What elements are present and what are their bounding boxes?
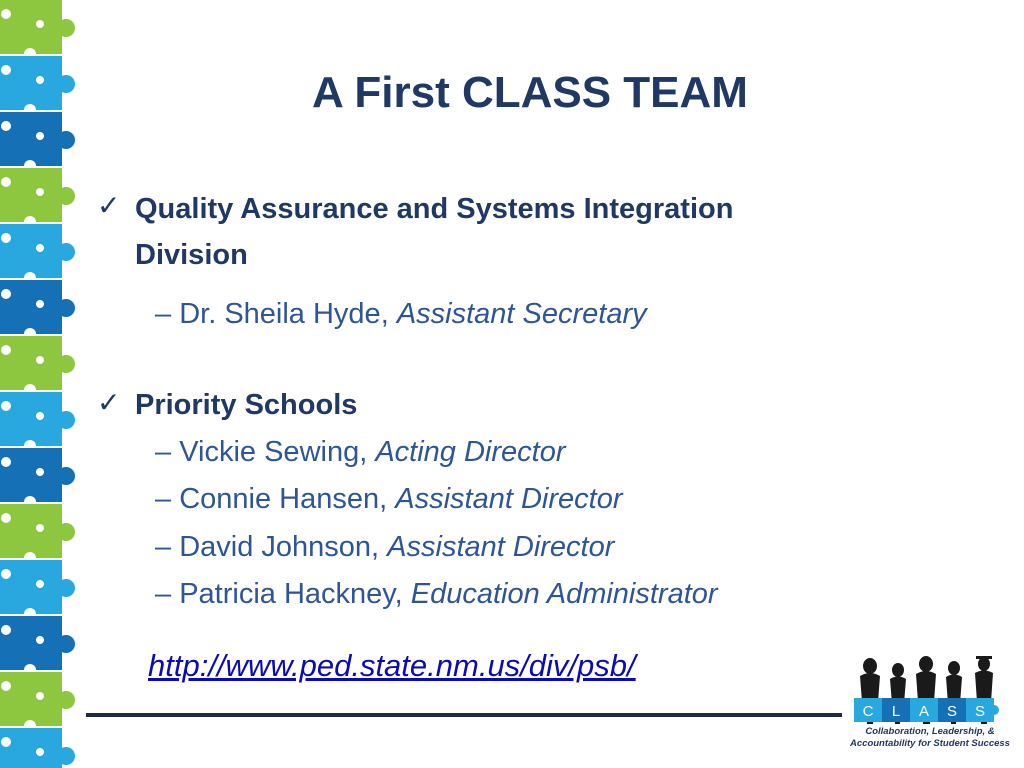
section-heading-quality-assurance bbox=[135, 186, 733, 278]
logo-letter: C bbox=[862, 703, 874, 720]
staff-item bbox=[155, 438, 566, 467]
staff-name: Connie Hansen, bbox=[179, 483, 388, 515]
puzzle-piece-icon bbox=[0, 616, 75, 676]
puzzle-piece-icon bbox=[0, 280, 75, 340]
staff-role: Assistant Director bbox=[387, 531, 615, 563]
dash-bullet: – bbox=[155, 298, 172, 330]
staff-name: David Johnson, bbox=[179, 531, 380, 563]
logo-caption bbox=[848, 726, 1012, 750]
section-heading-line: Division bbox=[135, 239, 248, 271]
logo-letter: L bbox=[891, 703, 901, 720]
logo-letter: S bbox=[974, 703, 986, 720]
logo-letter: A bbox=[918, 703, 930, 720]
puzzle-piece-icon bbox=[0, 56, 75, 116]
dash-bullet: – bbox=[155, 436, 172, 468]
logo-letter: S bbox=[946, 703, 958, 720]
puzzle-piece-icon bbox=[0, 224, 75, 284]
puzzle-border-decoration bbox=[0, 0, 80, 768]
slide-title: A First CLASS TEAM bbox=[312, 68, 748, 117]
puzzle-piece-icon bbox=[0, 168, 75, 228]
staff-item bbox=[155, 300, 647, 329]
puzzle-piece-icon bbox=[0, 504, 75, 564]
puzzle-piece-icon bbox=[0, 0, 75, 60]
puzzle-piece-icon bbox=[0, 560, 75, 620]
puzzle-piece-icon bbox=[0, 392, 75, 452]
section-heading-priority-schools: Priority Schools bbox=[135, 389, 358, 421]
staff-name: Dr. Sheila Hyde, bbox=[179, 298, 389, 330]
logo-caption-line: Accountability for Student Success bbox=[850, 738, 1010, 749]
checkmark-icon: ✓ bbox=[97, 386, 121, 419]
footer-divider bbox=[86, 713, 842, 717]
dash-bullet: – bbox=[155, 531, 172, 563]
puzzle-piece-icon bbox=[0, 336, 75, 396]
logo-caption-line: Collaboration, Leadership, & bbox=[865, 726, 995, 737]
staff-item bbox=[155, 533, 614, 562]
staff-item bbox=[155, 485, 622, 514]
puzzle-piece-icon bbox=[0, 672, 75, 732]
staff-role: Assistant Secretary bbox=[396, 298, 647, 330]
staff-role: Acting Director bbox=[375, 436, 566, 468]
dash-bullet: – bbox=[155, 483, 172, 515]
puzzle-piece-icon bbox=[0, 112, 75, 172]
staff-name: Patricia Hackney, bbox=[179, 578, 403, 610]
dash-bullet: – bbox=[155, 578, 172, 610]
staff-name: Vickie Sewing, bbox=[179, 436, 368, 468]
staff-role: Assistant Director bbox=[395, 483, 623, 515]
division-website-link[interactable]: http://www.ped.state.nm.us/div/psb/ bbox=[148, 648, 636, 683]
puzzle-piece-icon bbox=[0, 448, 75, 508]
puzzle-piece-icon bbox=[0, 728, 75, 768]
class-letter-blocks bbox=[854, 698, 999, 722]
section-heading-line: Quality Assurance and Systems Integration bbox=[135, 193, 734, 225]
checkmark-icon: ✓ bbox=[97, 189, 121, 222]
staff-role: Education Administrator bbox=[410, 578, 718, 610]
staff-item bbox=[155, 580, 718, 609]
